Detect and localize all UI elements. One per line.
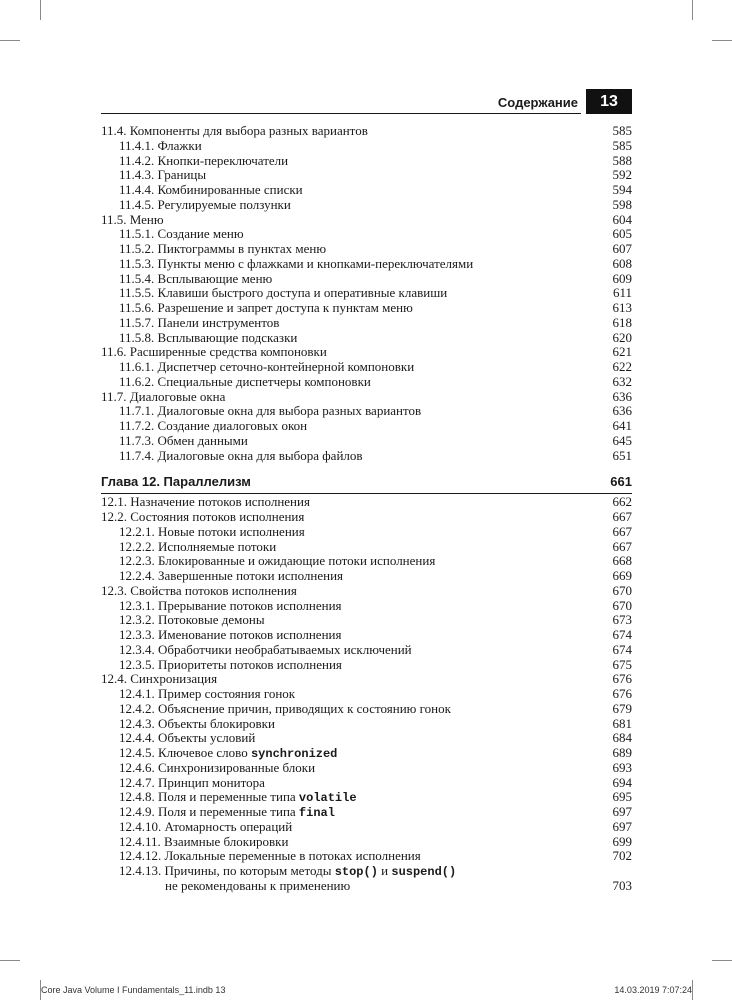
toc-entry[interactable] bbox=[101, 213, 632, 228]
toc-entry-title: 11.7.1. Диалоговые окна для выбора разных вариантов bbox=[119, 403, 422, 419]
toc-entry[interactable] bbox=[101, 272, 632, 287]
toc-entry-title: 11.7.3. Обмен данными bbox=[119, 432, 248, 448]
toc-entry-title: 11.4.1. Флажки bbox=[119, 137, 202, 153]
toc-entry-title: 12.3.3. Именование потоков исполнения bbox=[119, 627, 342, 642]
toc-entry[interactable] bbox=[101, 790, 632, 805]
toc-entry-title: 11.5. Меню bbox=[101, 211, 164, 227]
toc-entry-title: 12.3.1. Прерывание потоков исполнения bbox=[119, 597, 342, 613]
toc-entry-title: 11.4.4. Комбинированные списки bbox=[119, 182, 303, 197]
toc-entry-page: 674 bbox=[612, 627, 632, 642]
toc-entry[interactable] bbox=[101, 449, 632, 464]
toc-entry-page: 585 bbox=[612, 137, 632, 153]
toc-entry-title: 11.4.3. Границы bbox=[119, 167, 207, 183]
toc-entry-page: 697 bbox=[612, 818, 632, 834]
crop-mark bbox=[712, 960, 732, 961]
toc-entry[interactable] bbox=[101, 540, 632, 555]
toc-entry[interactable] bbox=[101, 731, 632, 746]
toc-entry-title: 12.4.3. Объекты блокировки bbox=[119, 715, 275, 731]
toc-entry-page: 667 bbox=[612, 509, 632, 524]
toc-entry-title: 11.7.4. Диалоговые окна для выбора файлов bbox=[119, 447, 363, 463]
toc-entry-page: 636 bbox=[612, 403, 632, 419]
toc-entry-page: 611 bbox=[612, 285, 632, 301]
toc-entry-page: 585 bbox=[612, 123, 632, 138]
toc-entry[interactable] bbox=[101, 849, 632, 864]
toc-entry[interactable] bbox=[101, 687, 632, 702]
running-header-title: Содержание bbox=[497, 95, 578, 110]
toc-entry-title: 12.3.5. Приоритеты потоков исполнения bbox=[119, 656, 342, 672]
toc-entry-page: 667 bbox=[612, 538, 632, 554]
toc-entry-page: 621 bbox=[612, 344, 632, 360]
toc-entry-page: 592 bbox=[612, 167, 632, 183]
toc-entry-title: 11.4.5. Регулируемые ползунки bbox=[119, 196, 291, 212]
toc-entry-title: 12.4.10. Атомарность операций bbox=[119, 818, 293, 834]
toc-entry[interactable] bbox=[101, 525, 632, 540]
toc-entry-page: 697 bbox=[612, 804, 632, 819]
toc-entry[interactable] bbox=[101, 510, 632, 525]
toc-entry-title: 12.4.2. Объяснение причин, приводящих к состоянию гонок bbox=[119, 700, 451, 716]
toc-entry[interactable] bbox=[101, 805, 632, 820]
code-keyword: volatile bbox=[298, 791, 357, 806]
toc-entry[interactable] bbox=[101, 198, 632, 213]
chapter-title: Глава 12. Параллелизм bbox=[101, 474, 251, 490]
crop-mark bbox=[692, 980, 693, 1000]
toc-entry[interactable] bbox=[101, 495, 632, 510]
toc-entry-page: 598 bbox=[612, 196, 632, 212]
toc-entry[interactable] bbox=[101, 643, 632, 658]
toc-entry-page: 668 bbox=[612, 553, 632, 569]
footer-timestamp: 14.03.2019 7:07:24 bbox=[614, 985, 692, 995]
toc-entry-title: 12.4.6. Синхронизированные блоки bbox=[119, 759, 316, 775]
toc-entry-page: 669 bbox=[612, 568, 632, 583]
toc-entry[interactable] bbox=[101, 613, 632, 628]
toc-entry-page: 684 bbox=[612, 730, 632, 746]
toc-entry-page: 676 bbox=[612, 686, 632, 701]
code-keyword: stop() bbox=[334, 865, 378, 879]
toc-entry-page: 604 bbox=[612, 211, 632, 227]
toc-entry-title: 12.4.12. Локальные переменные в потоках исполнения bbox=[119, 848, 421, 864]
toc-entry-title: 11.5.4. Всплывающие меню bbox=[119, 270, 273, 286]
toc-entry[interactable] bbox=[101, 183, 632, 198]
toc-entry-page: 641 bbox=[612, 418, 632, 433]
toc-entry-title: 11.6.1. Диспетчер сеточно-контейнерной компоновки bbox=[119, 359, 415, 374]
toc-entry[interactable] bbox=[101, 375, 632, 390]
toc-entry-title: 12.3. Свойства потоков исполнения bbox=[101, 582, 297, 598]
toc-entry[interactable] bbox=[101, 746, 632, 761]
toc-entry-page: 651 bbox=[612, 447, 632, 463]
toc-entry[interactable] bbox=[101, 672, 632, 687]
chapter-heading[interactable] bbox=[101, 471, 632, 494]
toc-entry-page: 618 bbox=[612, 314, 632, 330]
toc-entry-title: 12.3.2. Потоковые демоны bbox=[119, 612, 265, 628]
toc-entry-title: 12.2.3. Блокированные и ожидающие потоки исполнения bbox=[119, 553, 436, 569]
toc-entry[interactable] bbox=[101, 404, 632, 419]
crop-mark bbox=[0, 40, 20, 41]
toc-entry-title: 11.5.5. Клавиши быстрого доступа и оперативные клавиши bbox=[119, 285, 448, 301]
toc-entry[interactable] bbox=[101, 835, 632, 850]
toc-entry-page: 695 bbox=[612, 789, 632, 805]
toc-entry[interactable] bbox=[101, 257, 632, 272]
header-rule bbox=[101, 113, 581, 114]
toc-entry-page: 645 bbox=[612, 432, 632, 448]
toc-entry-page: 662 bbox=[612, 494, 632, 510]
footer-file-info: Core Java Volume I Fundamentals_11.indb 13 bbox=[41, 985, 226, 995]
toc-entry-page: 632 bbox=[612, 373, 632, 389]
toc-entry-page: 681 bbox=[612, 715, 632, 731]
toc-entry[interactable] bbox=[101, 434, 632, 449]
toc-entry[interactable] bbox=[101, 301, 632, 316]
toc-entry[interactable] bbox=[101, 390, 632, 405]
toc-entry-title: 11.6. Расширенные средства компоновки bbox=[101, 344, 327, 360]
toc-entry-page: 670 bbox=[612, 597, 632, 613]
toc-entry-page: 676 bbox=[612, 671, 632, 687]
code-keyword: suspend() bbox=[391, 865, 457, 879]
toc-entry[interactable] bbox=[101, 360, 632, 375]
toc-entry[interactable] bbox=[101, 584, 632, 599]
toc-entry[interactable] bbox=[101, 345, 632, 360]
toc-entry-title: 11.5.7. Панели инструментов bbox=[119, 314, 280, 330]
toc-section-11 bbox=[101, 124, 632, 463]
toc-entry-page: 636 bbox=[612, 388, 632, 404]
toc-entry-title: 12.4.13. Причины, по которым методы stop() и suspend() bbox=[119, 863, 457, 879]
toc-entry-page: 699 bbox=[612, 833, 632, 849]
toc-entry-page: 588 bbox=[612, 152, 632, 168]
toc-entry[interactable] bbox=[101, 776, 632, 791]
toc-entry-title: 12.2.2. Исполняемые потоки bbox=[119, 538, 277, 554]
toc-entry[interactable] bbox=[101, 168, 632, 183]
toc-entry-title: 12.4. Синхронизация bbox=[101, 671, 218, 687]
toc-entry-page: 703 bbox=[612, 877, 632, 893]
toc-entry-title: 12.1. Назначение потоков исполнения bbox=[101, 494, 310, 510]
toc-entry-title: 11.5.3. Пункты меню с флажками и кнопками-переключателями bbox=[119, 255, 474, 271]
toc-entry-title: 11.5.2. Пиктограммы в пунктах меню bbox=[119, 241, 327, 256]
toc-entry-title: 11.4. Компоненты для выбора разных вариантов bbox=[101, 123, 368, 138]
toc-entry-title: 12.4.9. Поля и переменные типа final bbox=[119, 804, 335, 820]
code-keyword: final bbox=[298, 806, 335, 820]
crop-mark bbox=[712, 40, 732, 41]
toc-entry-title: 12.4.7. Принцип монитора bbox=[119, 774, 265, 790]
toc-entry-page: 594 bbox=[612, 182, 632, 197]
toc-entry[interactable] bbox=[101, 419, 632, 434]
crop-mark bbox=[692, 0, 693, 20]
toc-entry[interactable] bbox=[101, 154, 632, 169]
toc-section-12 bbox=[101, 495, 632, 864]
toc-entry-page: 670 bbox=[612, 582, 632, 598]
toc-entry[interactable] bbox=[101, 820, 632, 835]
toc-entry-title-continued: не рекомендованы к применению bbox=[165, 877, 351, 893]
toc-entry[interactable] bbox=[101, 658, 632, 673]
toc-entry-page: 674 bbox=[612, 641, 632, 657]
toc-entry-page: 667 bbox=[612, 523, 632, 539]
toc-entry-title: 11.7. Диалоговые окна bbox=[101, 388, 226, 404]
table-of-contents bbox=[101, 124, 632, 894]
toc-entry-page: 605 bbox=[612, 226, 632, 242]
toc-entry[interactable] bbox=[101, 864, 632, 894]
toc-entry-title: 12.4.8. Поля и переменные типа volatile bbox=[119, 789, 357, 806]
chapter-page: 661 bbox=[610, 474, 632, 490]
toc-entry[interactable] bbox=[101, 599, 632, 614]
toc-entry-title: 11.6.2. Специальные диспетчеры компоновки bbox=[119, 373, 371, 389]
toc-entry[interactable] bbox=[101, 227, 632, 242]
toc-entry-page: 675 bbox=[612, 656, 632, 672]
toc-entry[interactable] bbox=[101, 331, 632, 346]
toc-entry-title: 12.4.5. Ключевое слово synchronized bbox=[119, 745, 338, 761]
toc-entry-title: 11.7.2. Создание диалоговых окон bbox=[119, 418, 308, 433]
toc-entry-title: 12.3.4. Обработчики необрабатываемых исключений bbox=[119, 641, 412, 657]
crop-mark bbox=[0, 960, 20, 961]
toc-entry-title: 11.5.8. Всплывающие подсказки bbox=[119, 329, 298, 345]
toc-entry[interactable] bbox=[101, 124, 632, 139]
toc-entry[interactable] bbox=[101, 242, 632, 257]
toc-entry-page: 673 bbox=[612, 612, 632, 628]
toc-entry-page: 613 bbox=[612, 300, 632, 315]
toc-entry-title: 12.2.4. Завершенные потоки исполнения bbox=[119, 568, 344, 583]
toc-entry-page: 693 bbox=[612, 759, 632, 775]
toc-entry-title: 12.4.11. Взаимные блокировки bbox=[119, 833, 289, 849]
code-keyword: synchronized bbox=[250, 747, 338, 761]
toc-entry-title: 12.2. Состояния потоков исполнения bbox=[101, 509, 305, 524]
toc-entry-title: 12.4.1. Пример состояния гонок bbox=[119, 686, 296, 701]
toc-entry[interactable] bbox=[101, 628, 632, 643]
toc-entry-page: 689 bbox=[612, 745, 632, 760]
toc-entry[interactable] bbox=[101, 761, 632, 776]
toc-entry-title: 12.2.1. Новые потоки исполнения bbox=[119, 523, 305, 539]
toc-entry-title: 11.5.1. Создание меню bbox=[119, 226, 244, 242]
toc-entry-title: 12.4.4. Объекты условий bbox=[119, 730, 256, 746]
toc-entry-page: 622 bbox=[612, 359, 632, 374]
page-number-badge: 13 bbox=[586, 89, 632, 114]
toc-entry-page: 702 bbox=[612, 848, 632, 864]
toc-entry-title: 11.5.6. Разрешение и запрет доступа к пунктам меню bbox=[119, 300, 413, 315]
toc-entry-page: 609 bbox=[612, 270, 632, 286]
toc-entry[interactable] bbox=[101, 139, 632, 154]
toc-entry[interactable] bbox=[101, 286, 632, 301]
toc-entry[interactable] bbox=[101, 316, 632, 331]
toc-entry[interactable] bbox=[101, 569, 632, 584]
crop-mark bbox=[40, 0, 41, 20]
toc-entry-page: 679 bbox=[612, 700, 632, 716]
toc-entry[interactable] bbox=[101, 554, 632, 569]
toc-entry[interactable] bbox=[101, 702, 632, 717]
toc-entry-title: 11.4.2. Кнопки-переключатели bbox=[119, 152, 289, 168]
toc-entry-page: 608 bbox=[612, 255, 632, 271]
toc-entry-page: 620 bbox=[612, 329, 632, 345]
toc-entry[interactable] bbox=[101, 717, 632, 732]
toc-entry-page: 694 bbox=[612, 774, 632, 790]
toc-entry-page: 607 bbox=[612, 241, 632, 256]
